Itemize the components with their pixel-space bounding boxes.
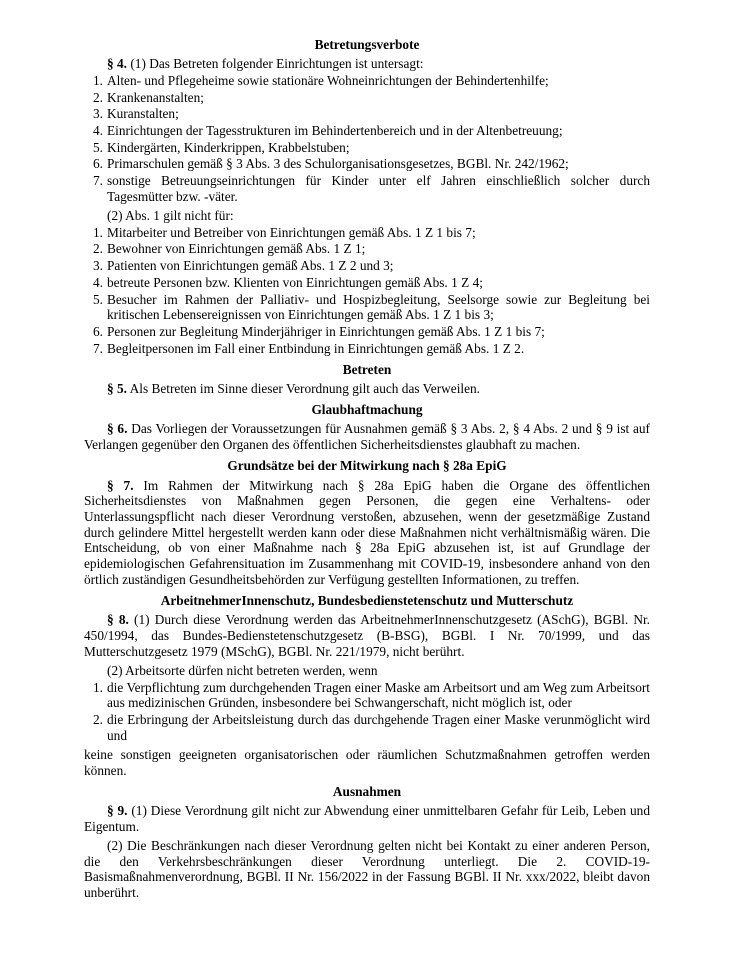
- list-item: [84, 275, 650, 291]
- paragraph-text: Das Vorliegen der Voraussetzungen für Ausnahmen gemäß § 3 Abs. 2, § 4 Abs. 2 und § 9 ist auf Verlangen gegenüber den Organen des öffentlichen Sicherheitsdienstes glaubhaft zu machen.: [84, 421, 650, 453]
- list-item: [84, 73, 650, 89]
- paragraph-par4-abs2: [84, 208, 650, 224]
- list-item: [84, 140, 650, 156]
- list-item: [84, 292, 650, 323]
- section-heading-ausnahmen: Ausnahmen: [332, 783, 402, 799]
- section-heading-betreten: Betreten: [342, 361, 392, 377]
- list-item: [84, 341, 650, 357]
- list-par8-abs2: [84, 680, 650, 744]
- paragraph-par8-abs1: [84, 612, 650, 659]
- list-item-number: 4.: [93, 123, 103, 139]
- paragraph-text: (1) Das Betreten folgender Einrichtungen ist untersagt:: [130, 56, 424, 72]
- list-item: [84, 324, 650, 340]
- list-item-text: Primarschulen gemäß § 3 Abs. 3 des Schulorganisationsgesetzes, BGBl. Nr. 242/1962;: [107, 156, 569, 172]
- list-item-number: 1.: [93, 72, 103, 88]
- list-item: [84, 90, 650, 106]
- paragraph-lead: § 8.: [107, 612, 129, 628]
- list-item-text: Begleitpersonen im Fall einer Entbindung in Einrichtungen gemäß Abs. 1 Z 2.: [107, 340, 525, 356]
- list-item: [84, 258, 650, 274]
- paragraph-lead: § 4.: [107, 56, 127, 72]
- list-item-number: 7.: [93, 173, 103, 189]
- list-item-number: 5.: [93, 291, 103, 307]
- list-item: [84, 241, 650, 257]
- list-item-text: Kuranstalten;: [107, 106, 179, 122]
- section-heading-arbeitnehmerinnenschutz: ArbeitnehmerInnenschutz, Bundesbedienstetenschutz und Mutterschutz: [160, 593, 574, 608]
- list-item-text: Mitarbeiter und Betreiber von Einrichtungen gemäß Abs. 1 Z 1 bis 7;: [107, 224, 476, 240]
- list-item-text: die Verpflichtung zum durchgehenden Tragen einer Maske am Arbeitsort und am Weg zum Arbeitsort aus medizinischen Gründen, insbesondere bei Schwangerschaft, nicht möglich ist, oder: [107, 679, 650, 711]
- list-item-text: Krankenanstalten;: [107, 89, 204, 105]
- paragraph-par9-abs2: [84, 838, 650, 901]
- list-item-number: 3.: [93, 106, 103, 122]
- paragraph-text: (2) Arbeitsorte dürfen nicht betreten werden, wenn: [107, 662, 378, 678]
- list-item-number: 2.: [93, 89, 103, 105]
- list-item-number: 6.: [93, 323, 103, 339]
- paragraph-par6: [84, 421, 650, 452]
- list-item-number: 4.: [93, 274, 103, 290]
- paragraph-lead: § 9.: [107, 802, 128, 818]
- list-item-number: 6.: [93, 156, 103, 172]
- list-item: [84, 173, 650, 204]
- list-item-text: Bewohner von Einrichtungen gemäß Abs. 1 Z 1;: [107, 241, 366, 257]
- section-heading-glaubhaftmachung: Glaubhaftmachung: [311, 402, 423, 418]
- paragraph-text: (2) Die Beschränkungen nach dieser Verordnung gelten nicht bei Kontakt zu einer anderen Person, die den Verkehrsbeschränkungen dieser Verordnung unterliegt. Die 2. COVID-19-Basismaßnahmenverordnung, BGBl. II Nr. 156/2022 in der Fassung BGBl. II Nr. xxx/2022, bleibt davon unberührt.: [84, 837, 650, 900]
- list-item: [84, 106, 650, 122]
- paragraph-par8-abs2: [84, 663, 650, 679]
- list-item-text: Alten- und Pflegeheime sowie stationäre Wohneinrichtungen der Behindertenhilfe;: [107, 72, 549, 88]
- list-item-text: betreute Personen bzw. Klienten von Einrichtungen gemäß Abs. 1 Z 4;: [107, 274, 483, 290]
- paragraph-text: keine sonstigen geeigneten organisatorischen oder räumlichen Schutzmaßnahmen getroffen werden können.: [84, 746, 650, 778]
- list-par4-abs2: [84, 225, 650, 357]
- list-item-text: sonstige Betreuungseinrichtungen für Kinder unter elf Jahren einschließlich solcher durch Tagesmütter bzw. -väter.: [107, 173, 650, 204]
- section-heading-betretungsverbote: Betretungsverbote: [314, 37, 420, 52]
- list-item-text: die Erbringung der Arbeitsleistung durch das durchgehende Tragen einer Maske verunmöglicht wird und: [107, 711, 650, 743]
- list-item: [84, 225, 650, 241]
- list-item-text: Kindergärten, Kinderkrippen, Krabbelstuben;: [107, 139, 350, 155]
- paragraph-par8-closing: [84, 747, 650, 778]
- section-heading-grundsaetze: Grundsätze bei der Mitwirkung nach § 28a EpiG: [227, 458, 507, 474]
- paragraph-lead: § 5.: [107, 381, 127, 397]
- list-item-number: 7.: [93, 340, 103, 356]
- list-item: [84, 680, 650, 711]
- paragraph-text: (1) Durch diese Verordnung werden das ArbeitnehmerInnenschutzgesetz (ASchG), BGBl. Nr. 450/1994, das Bundes-Bedienstetenschutzgesetz (B-BSG), BGBl. I Nr. 70/1999, und das Mutterschutzgesetz 1979 (MSchG), BGBl. Nr. 221/1979, nicht berührt.: [84, 612, 650, 659]
- list-item-number: 1.: [93, 679, 103, 695]
- list-item: [84, 123, 650, 139]
- paragraph-par5: [84, 381, 650, 397]
- list-item-number: 1.: [93, 224, 103, 240]
- paragraph-lead: § 7.: [107, 477, 134, 493]
- paragraph-par7: [84, 478, 650, 588]
- list-item-number: 2.: [93, 711, 103, 727]
- paragraph-text: (1) Diese Verordnung gilt nicht zur Abwendung einer unmittelbaren Gefahr für Leib, Leben und Eigentum.: [84, 802, 650, 834]
- list-item: [84, 156, 650, 172]
- paragraph-par9-abs1: [84, 803, 650, 834]
- paragraph-text: Als Betreten im Sinne dieser Verordnung gilt auch das Verweilen.: [129, 381, 481, 397]
- document-content: [84, 37, 650, 901]
- list-item-text: Personen zur Begleitung Minderjähriger in Einrichtungen gemäß Abs. 1 Z 1 bis 7;: [107, 323, 545, 339]
- paragraph-lead: § 6.: [107, 421, 128, 437]
- list-item-number: 5.: [93, 139, 103, 155]
- list-item-number: 3.: [93, 258, 103, 274]
- list-item: [84, 712, 650, 743]
- list-item-text: Einrichtungen der Tagesstrukturen im Behindertenbereich und in der Altenbetreuung;: [107, 123, 563, 139]
- list-item-text: Besucher im Rahmen der Palliativ- und Hospizbegleitung, Seelsorge sowie zur Begleitung bei kritischen Lebensereignissen von Einrichtungen gemäß Abs. 1 Z 1 bis 3;: [107, 291, 650, 323]
- list-par4-abs1: [84, 73, 650, 205]
- paragraph-par4-abs1: [84, 56, 650, 72]
- paragraph-text: (2) Abs. 1 gilt nicht für:: [107, 208, 234, 224]
- paragraph-text: Im Rahmen der Mitwirkung nach § 28a EpiG haben die Organe des öffentlichen Sicherheitsdienstes von Maßnahmen gegen Personen, die gegen eine Verhaltens- oder Unterlassungspflicht nach dieser Verordnung verstoßen, abzusehen, wenn der gesetzmäßige Zustand durch gelindere Mittel hergestellt werden kann oder diese Maßnahmen nicht verhältnismäßig wären. Die Entscheidung, ob von einer Maßnahme nach § 28a EpiG abzusehen ist, ist auf Grundlage der epidemiologischen Gefahrensituation im Zusammenhang mit COVID-19, insbesondere anhand von den örtlich zuständigen Gesundheitsbehörden zur Verfügung gestellten Informationen, zu treffen.: [84, 477, 650, 587]
- list-item-number: 2.: [93, 241, 103, 257]
- list-item-text: Patienten von Einrichtungen gemäß Abs. 1 Z 2 und 3;: [107, 258, 394, 274]
